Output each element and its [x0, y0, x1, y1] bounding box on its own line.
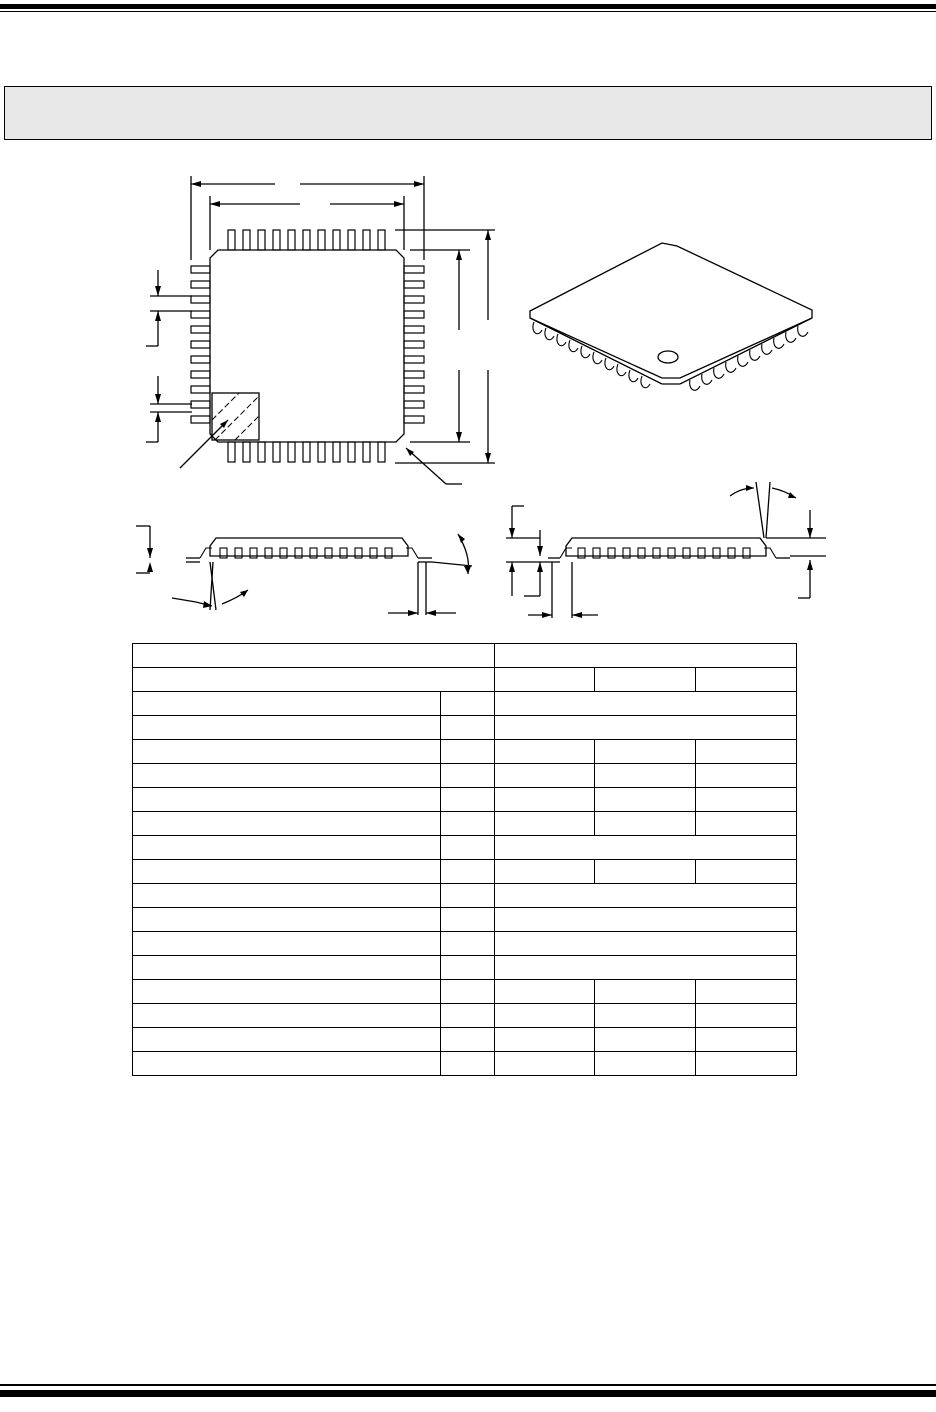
table-cell: [595, 980, 696, 1004]
table-cell: [495, 1052, 595, 1076]
pin1-marker: [212, 393, 259, 440]
table-cell: [133, 836, 441, 860]
table-cell: [133, 860, 441, 884]
table-row: [133, 884, 797, 908]
table-cell: [696, 788, 797, 812]
side-view-right-body: [566, 538, 766, 556]
package-drawing: [0, 160, 936, 630]
table-cell: [133, 908, 441, 932]
table-cell: [696, 764, 797, 788]
table-cell: [595, 860, 696, 884]
table-cell: [495, 692, 797, 716]
table-row: [133, 692, 797, 716]
table-row: [133, 860, 797, 884]
table-cell: [495, 932, 797, 956]
table-cell: [441, 1028, 495, 1052]
table-cell: [495, 908, 797, 932]
table-cell: [441, 980, 495, 1004]
dimensions-table: [132, 643, 797, 1076]
table-cell: [441, 788, 495, 812]
table-row: [133, 932, 797, 956]
table-cell: [495, 716, 797, 740]
table-cell: [133, 716, 441, 740]
table-cell: [441, 716, 495, 740]
top-pins: [228, 230, 385, 250]
table-cell: [495, 1028, 595, 1052]
iso-body: [530, 243, 812, 378]
top-rule: [0, 4, 936, 12]
table-cell: [495, 788, 595, 812]
table-cell: [441, 860, 495, 884]
iso-pins: [533, 322, 808, 390]
table-cell: [595, 740, 696, 764]
table-cell: [495, 668, 595, 692]
table-cell: [133, 1004, 441, 1028]
table-cell: [595, 764, 696, 788]
table-cell: [696, 1028, 797, 1052]
right-pins: [404, 266, 424, 423]
table-row: [133, 764, 797, 788]
table-cell: [133, 932, 441, 956]
section-title-bar: [4, 86, 932, 140]
table-cell: [495, 860, 595, 884]
table-cell: [441, 764, 495, 788]
table-cell: [495, 812, 595, 836]
table-cell: [133, 740, 441, 764]
table-cell: [495, 836, 797, 860]
table-cell: [696, 668, 797, 692]
table-cell: [696, 740, 797, 764]
table-cell: [133, 884, 441, 908]
table-cell: [696, 860, 797, 884]
bottom-pins: [228, 442, 385, 462]
table-cell: [495, 644, 797, 668]
table-cell: [696, 1004, 797, 1028]
table-cell: [441, 908, 495, 932]
table-cell: [696, 980, 797, 1004]
table-row: [133, 956, 797, 980]
table-row: [133, 908, 797, 932]
table-cell: [133, 812, 441, 836]
table-row: [133, 644, 797, 668]
table-cell: [133, 764, 441, 788]
table-cell: [441, 1004, 495, 1028]
table-cell: [495, 980, 595, 1004]
table-cell: [133, 956, 441, 980]
table-cell: [133, 1028, 441, 1052]
table-row: [133, 668, 797, 692]
table-cell: [595, 1004, 696, 1028]
table-cell: [495, 884, 797, 908]
table-cell: [133, 1052, 441, 1076]
table-row: [133, 1004, 797, 1028]
table-cell: [595, 1028, 696, 1052]
table-cell: [495, 956, 797, 980]
table-row: [133, 812, 797, 836]
left-pins: [191, 266, 210, 423]
table-cell: [441, 1052, 495, 1076]
table-cell: [595, 788, 696, 812]
table-cell: [133, 788, 441, 812]
table-row: [133, 740, 797, 764]
table-cell: [696, 1052, 797, 1076]
top-view-body: [210, 250, 404, 442]
table-cell: [133, 692, 441, 716]
table-row: [133, 716, 797, 740]
table-row: [133, 836, 797, 860]
table-row: [133, 788, 797, 812]
table-row: [133, 980, 797, 1004]
table-cell: [133, 668, 495, 692]
table-cell: [441, 740, 495, 764]
table-cell: [133, 980, 441, 1004]
side-view-left-body: [210, 538, 408, 556]
table-cell: [441, 692, 495, 716]
table-cell: [595, 1052, 696, 1076]
table-cell: [495, 1004, 595, 1028]
table-cell: [441, 836, 495, 860]
table-cell: [595, 812, 696, 836]
table-cell: [441, 956, 495, 980]
table-cell: [441, 812, 495, 836]
table-cell: [441, 932, 495, 956]
table-cell: [133, 644, 495, 668]
table-row: [133, 1028, 797, 1052]
bottom-rule: [0, 1384, 936, 1398]
table-cell: [595, 668, 696, 692]
table-cell: [495, 740, 595, 764]
table-cell: [495, 764, 595, 788]
table-cell: [441, 884, 495, 908]
table-row: [133, 1052, 797, 1076]
table-cell: [696, 812, 797, 836]
